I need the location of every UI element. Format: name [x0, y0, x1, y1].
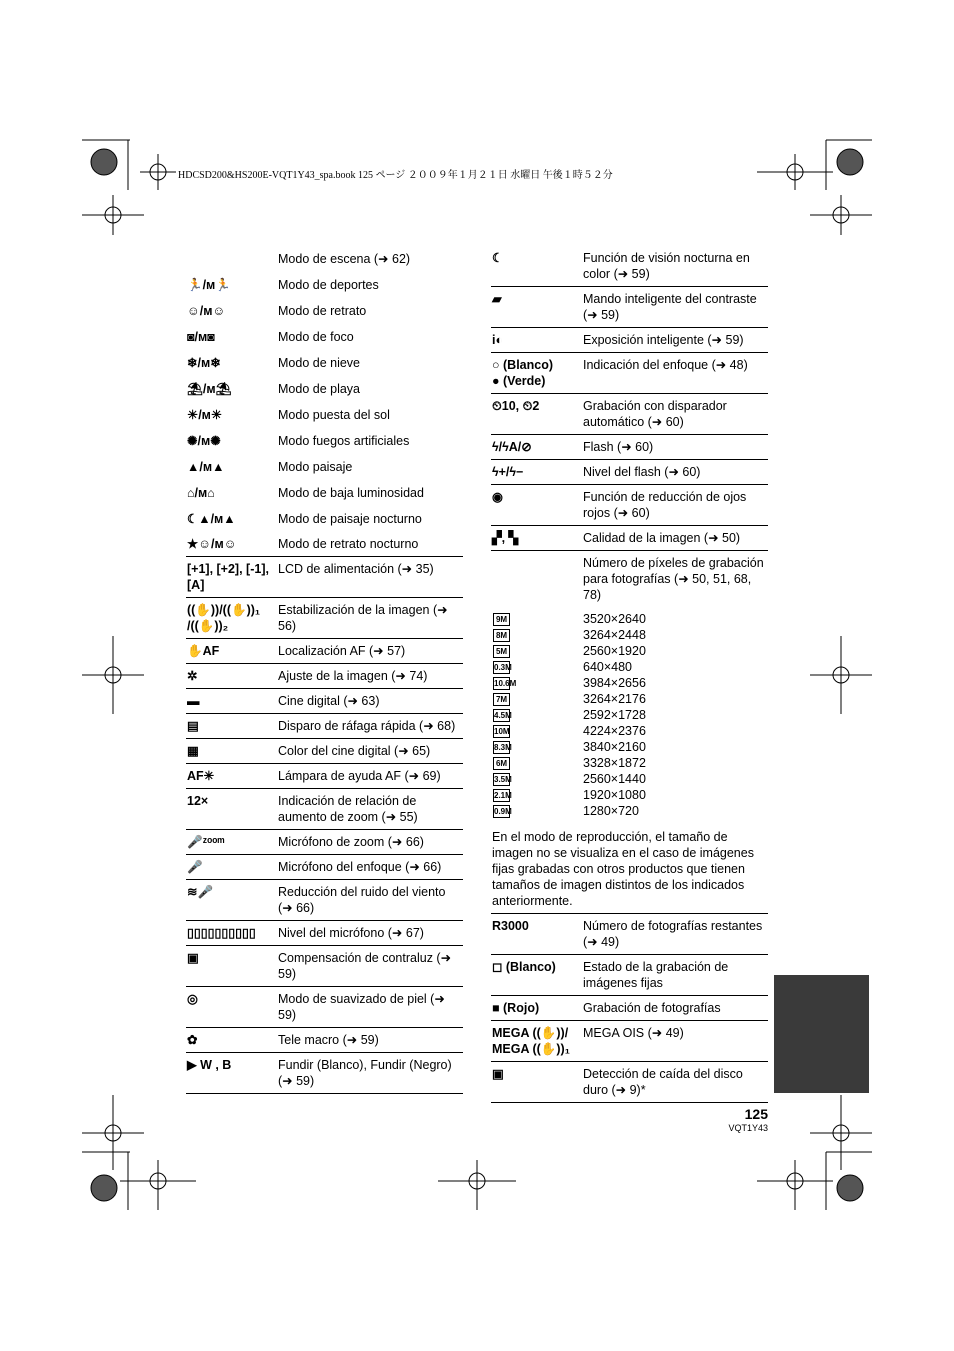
scenery-mode-icon: ▲/ᴍ▲ [187, 460, 225, 474]
pixel-size-icon: 9M [491, 611, 583, 627]
pixel-size-row [491, 659, 768, 675]
pixel-size-value: 4224×2376 [583, 724, 646, 738]
row-description: MEGA OIS (➜ 49) [583, 1026, 684, 1040]
pixel-size-icon: 6M [491, 755, 583, 771]
pixel-size-value: 2592×1728 [583, 708, 646, 722]
table-row [186, 272, 463, 298]
backlight-icon: ▣ [187, 951, 199, 965]
page-number: 125 [744, 1106, 768, 1122]
flash-icon: ϟ/ϟA/⊘ [492, 440, 532, 454]
pixel-size-row [491, 691, 768, 707]
table-row [491, 485, 768, 526]
pixel-size-value: 1280×720 [583, 804, 639, 818]
table-row [491, 955, 768, 996]
table-row [186, 1028, 463, 1053]
table-row [186, 689, 463, 714]
table-row [491, 1021, 768, 1062]
af-assist-lamp-icon: AF✳ [187, 769, 215, 783]
tele-macro-icon: ✿ [187, 1033, 198, 1047]
row-description: Fundir (Blanco), Fundir (Negro) (➜ 59) [278, 1058, 452, 1088]
left-table [186, 246, 463, 1094]
table-row [491, 1062, 768, 1103]
camera-red-icon: ■ (Rojo) [492, 1001, 540, 1015]
zoom-ratio-icon: 12× [187, 794, 209, 808]
table-row [491, 914, 768, 955]
pixel-size-value: 3264×2176 [583, 692, 646, 706]
table-row [186, 454, 463, 480]
pixel-size-icon: 4.5M [494, 711, 512, 721]
pixel-size-icon: 8M [491, 627, 583, 643]
empty-cell [491, 551, 583, 607]
snow-mode-icon: ❄/ᴍ❄ [187, 356, 221, 370]
night-scenery-mode-icon: ☾▲/ᴍ▲ [187, 512, 236, 526]
row-description: Tele macro (➜ 59) [278, 1033, 379, 1047]
row-description: Nivel del micrófono (➜ 67) [278, 926, 424, 940]
row-description: Color del cine digital (➜ 65) [278, 744, 431, 758]
pixel-size-icon: 10M [494, 727, 510, 737]
table-row [186, 246, 463, 272]
pixel-size-value: 3840×2160 [583, 740, 646, 754]
pixel-size-value: 2560×1440 [583, 772, 646, 786]
table-row [491, 460, 768, 485]
right-table [491, 246, 768, 1103]
row-description: Reducción del ruido del viento (➜ 66) [278, 885, 446, 915]
pixels-title: Número de píxeles de grabación para fotografías (➜ 50, 51, 68, 78) [583, 556, 764, 602]
row-description: Modo de escena (➜ 62) [278, 252, 411, 266]
table-row [186, 532, 463, 557]
table-row [491, 435, 768, 460]
low-light-mode-icon: ⌂/ᴍ⌂ [187, 486, 215, 500]
row-description: Micrófono del enfoque (➜ 66) [278, 860, 442, 874]
table-row [186, 598, 463, 639]
section-tab [774, 975, 869, 1093]
page-code: VQT1Y43 [728, 1123, 768, 1133]
intelligent-exposure-icon: i◐ [492, 333, 504, 347]
row-description: Grabación de fotografías [583, 1001, 721, 1015]
row-description: LCD de alimentación (➜ 35) [278, 562, 434, 576]
portrait-mode-icon: ☺/ᴍ☺ [187, 304, 226, 318]
table-row [186, 480, 463, 506]
pixel-size-row [491, 787, 768, 803]
pixel-size-value: 3264×2448 [583, 628, 646, 642]
row-description: Localización AF (➜ 57) [278, 644, 406, 658]
row-description: Número de fotografías restantes (➜ 49) [583, 919, 763, 949]
pixel-size-row [491, 771, 768, 787]
row-description: Ajuste de la imagen (➜ 74) [278, 669, 428, 683]
table-row [491, 328, 768, 353]
table-row [186, 946, 463, 987]
pixel-size-icon: 5M [491, 643, 583, 659]
mic-level-icon: ▯▯▯▯▯▯▯▯▯▯ [187, 926, 256, 940]
table-row [186, 324, 463, 350]
row-description: Modo de nieve [278, 356, 361, 370]
empty-cell [186, 249, 278, 269]
table-row [186, 739, 463, 764]
row-description: Indicación del enfoque (➜ 48) [583, 358, 748, 372]
soft-skin-icon: ◎ [187, 992, 198, 1006]
row-description: Modo fuegos artificiales [278, 434, 410, 448]
pixel-size-value: 3328×1872 [583, 756, 646, 770]
pixel-size-value: 1920×1080 [583, 788, 646, 802]
pixel-size-icon: 7M [491, 691, 583, 707]
table-row [491, 246, 768, 287]
remaining-icon: R3000 [492, 919, 529, 933]
table-row [186, 764, 463, 789]
row-description: Grabación con disparador automático (➜ 60) [583, 399, 727, 429]
mega-ois-icon: MEGA ((✋))/ MEGA ((✋))₁ [492, 1026, 570, 1056]
table-row [186, 714, 463, 739]
table-row [186, 298, 463, 324]
row-description: Disparo de ráfaga rápida (➜ 68) [278, 719, 456, 733]
row-description: Modo paisaje [278, 460, 353, 474]
row-description: Estabilización de la imagen (➜ 56) [278, 603, 448, 633]
pixel-size-value: 3520×2640 [583, 612, 646, 626]
table-row [186, 1053, 463, 1094]
sports-mode-icon: 🏃/ᴍ🏃 [187, 278, 231, 292]
fireworks-mode-icon: ✺/ᴍ✺ [187, 434, 221, 448]
table-row [491, 287, 768, 328]
table-row [186, 830, 463, 855]
high-speed-burst-icon: ▤ [187, 719, 199, 733]
row-description: Micrófono de zoom (➜ 66) [278, 835, 424, 849]
fade-icon: ▶ W , B [187, 1058, 232, 1072]
pixel-size-row [491, 739, 768, 755]
row-description: Compensación de contraluz (➜ 59) [278, 951, 452, 981]
row-description: Estado de la grabación de imágenes fijas [583, 960, 729, 990]
night-portrait-mode-icon: ★☺/ᴍ☺ [187, 537, 237, 551]
beach-mode-icon: ⛱/ᴍ⛱ [187, 382, 232, 396]
row-description: Modo de deportes [278, 278, 379, 292]
table-row [186, 402, 463, 428]
sunset-mode-icon: ☀/ᴍ☀ [187, 408, 223, 422]
row-description: Nivel del flash (➜ 60) [583, 465, 701, 479]
pixel-size-value: 3984×2656 [583, 676, 646, 690]
hdd-drop-icon: ▣ [492, 1067, 504, 1081]
self-timer-icon: ⏲10, ⏲2 [492, 399, 540, 413]
flash-level-icon: ϟ+/ϟ− [492, 465, 524, 479]
picture-quality-icon: ▞, ▚ [492, 531, 519, 545]
pixel-size-row [491, 755, 768, 771]
table-row [186, 855, 463, 880]
table-row [491, 394, 768, 435]
row-description: Flash (➜ 60) [583, 440, 654, 454]
row-description: Cine digital (➜ 63) [278, 694, 380, 708]
pixel-size-row [491, 803, 768, 819]
picture-adjust-icon: ✲ [187, 669, 198, 683]
pixel-size-icon: 0.9M [494, 807, 512, 817]
table-row [186, 428, 463, 454]
table-row [186, 921, 463, 946]
table-row [186, 350, 463, 376]
row-description: Exposición inteligente (➜ 59) [583, 333, 744, 347]
af-tracking-icon: ✋AF [187, 644, 220, 658]
table-row [186, 376, 463, 402]
night-view-icon: ☾ [492, 251, 504, 265]
row-description: Lámpara de ayuda AF (➜ 69) [278, 769, 441, 783]
row-description: Modo de baja luminosidad [278, 486, 424, 500]
table-row [186, 506, 463, 532]
row-description: Mando inteligente del contraste (➜ 59) [583, 292, 757, 322]
row-description: Modo de suavizado de piel (➜ 59) [278, 992, 445, 1022]
row-description: Modo puesta del sol [278, 408, 390, 422]
playback-note: En el modo de reproducción, el tamaño de imagen no se visualiza en el caso de imágenes fijas grabadas con otros productos que tienen tamaños de imagen distintos de los indicados anteriormente. [491, 825, 768, 914]
table-row [491, 353, 768, 394]
pixel-size-row [491, 675, 768, 691]
pixel-size-row [491, 723, 768, 739]
pixel-size-row [491, 643, 768, 659]
contrast-control-icon: ▰ [492, 292, 502, 306]
pixel-size-icon: 10.6M [494, 679, 517, 689]
table-row [186, 987, 463, 1028]
row-description: Detección de caída del disco duro (➜ 9)* [583, 1067, 743, 1097]
row-description: Calidad de la imagen (➜ 50) [583, 531, 741, 545]
pixel-size-row [491, 611, 768, 627]
pixel-size-icon: 8.3M [494, 743, 512, 753]
row-description: Modo de paisaje nocturno [278, 512, 422, 526]
pixel-size-icon: 3.5M [494, 775, 512, 785]
table-row [186, 664, 463, 689]
print-header: HDCSD200&HS200E-VQT1Y43_spa.book 125 ページ ２００９年１月２１日 水曜日 午後１時５２分 [178, 170, 613, 181]
zoom-microphone-icon: 🎤ᶻᵒᵒᵐ [187, 835, 225, 849]
row-description: Modo de retrato nocturno [278, 537, 419, 551]
table-row [491, 526, 768, 551]
table-row [186, 789, 463, 830]
focus-microphone-icon: 🎤 [187, 860, 203, 874]
lcd-power-icon: [+1], [+2], [-1], [A] [187, 562, 269, 592]
digital-cinema-colour-icon: ▦ [187, 744, 199, 758]
red-eye-icon: ◉ [492, 490, 503, 504]
pixel-size-value: 640×480 [583, 660, 633, 674]
row-description: Modo de retrato [278, 304, 367, 318]
pixel-size-row [491, 707, 768, 723]
spotlight-mode-icon: ◙/ᴍ◙ [187, 330, 215, 344]
row-description: Modo de playa [278, 382, 361, 396]
pixel-size-row [491, 627, 768, 643]
table-row [186, 880, 463, 921]
digital-cinema-icon: ▬ [187, 694, 200, 708]
table-row [186, 557, 463, 598]
image-stabilizer-icon: ((✋))/((✋))₁ /((✋))₂ [187, 603, 261, 633]
pixel-size-value: 2560×1920 [583, 644, 646, 658]
pixel-size-icon: 2.1M [494, 791, 512, 801]
pixel-size-icon: 0.3M [494, 663, 512, 673]
focus-indication-icon: ○ (Blanco) ● (Verde) [492, 358, 554, 388]
table-row [186, 639, 463, 664]
row-description: Función de reducción de ojos rojos (➜ 60) [583, 490, 747, 520]
row-description: Indicación de relación de aumento de zoom (➜ 55) [278, 794, 418, 824]
row-description: Función de visión nocturna en color (➜ 59) [583, 251, 750, 281]
wind-noise-icon: ≋🎤 [187, 885, 214, 899]
table-row [491, 996, 768, 1021]
row-description: Modo de foco [278, 330, 354, 344]
camera-white-icon: ◻ (Blanco) [492, 960, 556, 974]
